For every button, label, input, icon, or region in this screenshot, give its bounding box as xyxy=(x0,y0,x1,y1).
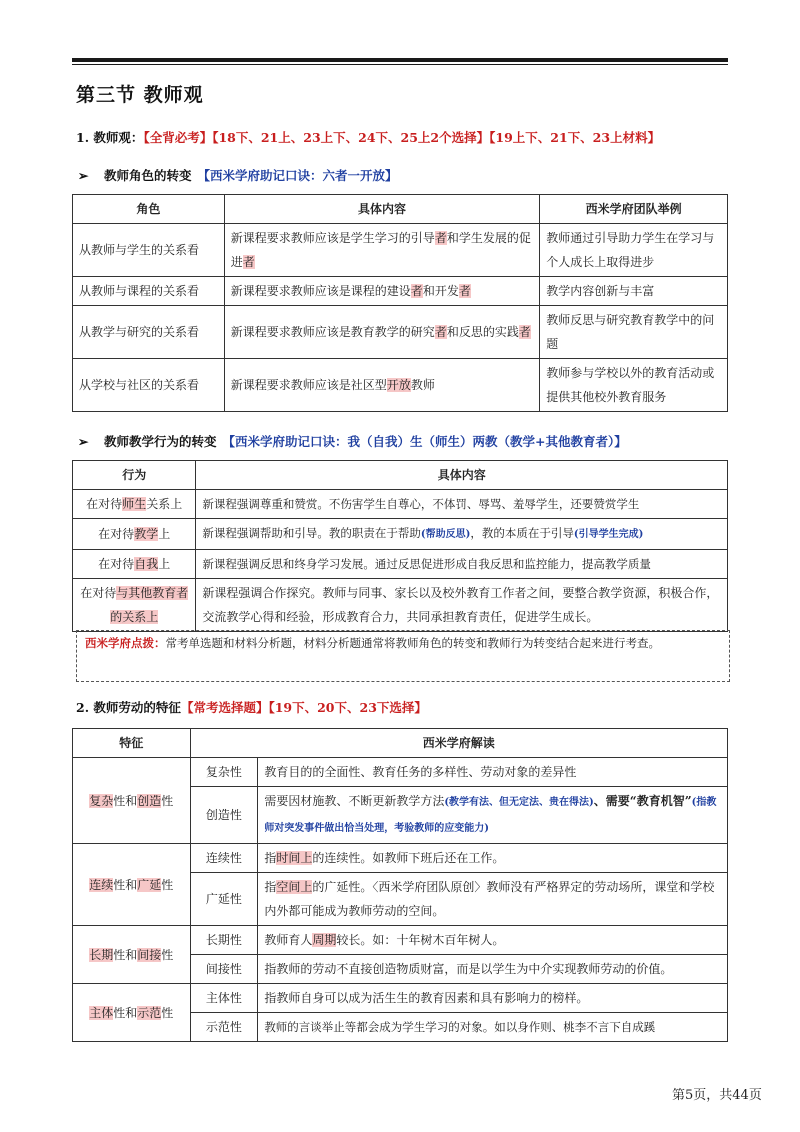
explain-cell: 指教师的劳动不直接创造物质财富，而是以学生为中介实现教师劳动的价值。 xyxy=(258,955,728,984)
role-cell: 从教学与研究的关系看 xyxy=(73,306,225,359)
role-cell: 从教师与课程的关系看 xyxy=(73,277,225,306)
role-cell: 从学校与社区的关系看 xyxy=(73,359,225,412)
behavior-change-table xyxy=(72,460,728,632)
explain-cell: 教师育人周期较长。如：十年树木百年树人。 xyxy=(258,926,728,955)
example-cell: 教师参与学校以外的教育活动或提供其他校外教育服务 xyxy=(540,359,728,412)
explain-cell: 教育目的的全面性、教育任务的多样性、劳动对象的差异性 xyxy=(258,758,728,787)
subfeature-cell: 复杂性 xyxy=(190,758,258,787)
column-header: 西米学府团队举例 xyxy=(540,195,728,224)
heading-tag: 【常考选择题】 xyxy=(180,700,269,715)
top-rule-thin xyxy=(72,64,728,65)
table-row xyxy=(73,550,728,579)
subfeature-cell: 连续性 xyxy=(190,844,258,873)
heading-title: 教师观： xyxy=(93,130,144,145)
content-cell: 新课程强调尊重和赞赏。不伤害学生自尊心，不体罚、辱骂、羞辱学生，还要赞赏学生 xyxy=(196,490,728,519)
heading-title: 教师劳动的特征 xyxy=(93,700,181,715)
heading-tag: 【19上下、21下、23上材料】 xyxy=(489,130,661,145)
table-row xyxy=(73,306,728,359)
content-cell: 新课程强调反思和终身学习发展。通过反思促进形成自我反思和监控能力，提高教学质量 xyxy=(196,550,728,579)
tip-box xyxy=(76,630,730,682)
subheading-role-change xyxy=(78,166,398,184)
table-row xyxy=(73,926,728,955)
subfeature-cell: 主体性 xyxy=(190,984,258,1013)
column-header: 行为 xyxy=(73,461,196,490)
heading-number: 1. xyxy=(76,130,90,145)
feature-cell: 连续性和广延性 xyxy=(73,844,191,926)
example-cell: 教学内容创新与丰富 xyxy=(540,277,728,306)
table-row xyxy=(73,359,728,412)
table-header-row xyxy=(73,729,728,758)
top-rule xyxy=(72,58,728,62)
column-header: 具体内容 xyxy=(224,195,539,224)
subheading-title: 教师教学行为的转变 xyxy=(104,434,217,449)
heading-teacher-labor xyxy=(76,698,427,716)
behavior-cell: 在对待师生关系上 xyxy=(73,490,196,519)
subfeature-cell: 间接性 xyxy=(190,955,258,984)
subheading-behavior-change xyxy=(78,432,627,450)
content-cell: 新课程要求教师应该是教育教学的研究者和反思的实践者 xyxy=(224,306,539,359)
heading-number: 2. xyxy=(76,700,90,715)
labor-feature-table xyxy=(72,728,728,1042)
arrow-bullet-icon: ➢ xyxy=(78,168,89,183)
heading-tag: 【19下、20下、23下选择】 xyxy=(268,700,427,715)
feature-cell: 主体性和示范性 xyxy=(73,984,191,1042)
column-header: 角色 xyxy=(73,195,225,224)
subfeature-cell: 示范性 xyxy=(190,1013,258,1042)
example-cell: 教师通过引导助力学生在学习与个人成长上取得进步 xyxy=(540,224,728,277)
page-number: 第5页，共44页 xyxy=(672,1088,762,1103)
table-row xyxy=(73,758,728,787)
table-row xyxy=(73,224,728,277)
mnemonic: 【西米学府助记口诀：六者一开放】 xyxy=(197,168,398,183)
subfeature-cell: 长期性 xyxy=(190,926,258,955)
tip-label: 西米学府点拨： xyxy=(85,636,166,650)
behavior-cell: 在对待自我上 xyxy=(73,550,196,579)
table-row xyxy=(73,277,728,306)
column-header: 西米学府解读 xyxy=(190,729,727,758)
mnemonic: 【西米学府助记口诀：我（自我）生（师生）两教（教学+其他教育者）】 xyxy=(222,434,627,449)
table-row xyxy=(73,519,728,550)
column-header: 特征 xyxy=(73,729,191,758)
behavior-cell: 在对待与其他教育者的关系上 xyxy=(73,579,196,632)
content-cell: 新课程要求教师应该是课程的建设者和开发者 xyxy=(224,277,539,306)
role-change-table xyxy=(72,194,728,412)
content-cell: 新课程强调合作探究。教师与同事、家长以及校外教育工作者之间，要整合教学资源，积极合作，交流教学心得和经验，形成教育合力，共同承担教育责任，促进学生成长。 xyxy=(196,579,728,632)
table-row xyxy=(73,579,728,632)
example-cell: 教师反思与研究教育教学中的问题 xyxy=(540,306,728,359)
subfeature-cell: 创造性 xyxy=(190,787,258,844)
section-title: 第三节 教师观 xyxy=(76,84,204,106)
tip-text: 常考单选题和材料分析题，材料分析题通常将教师角色的转变和教师行为转变结合起来进行考查。 xyxy=(165,636,660,650)
explain-cell: 教师的言谈举止等都会成为学生学习的对象。如以身作则、桃李不言下自成蹊 xyxy=(258,1013,728,1042)
arrow-bullet-icon: ➢ xyxy=(78,434,89,449)
heading-tag: 【18下、21上、23上下、24下、25上2个选择】 xyxy=(212,130,490,145)
explain-cell: 需要因材施教、不断更新教学方法(教学有法、但无定法、贵在得法)、需要“教育机智”(指教师对突发事件做出恰当处理，考验教师的应变能力) xyxy=(258,787,728,844)
table-header-row xyxy=(73,461,728,490)
explain-cell: 指时间上的连续性。如教师下班后还在工作。 xyxy=(258,844,728,873)
content-cell: 新课程要求教师应该是学生学习的引导者和学生发展的促进者 xyxy=(224,224,539,277)
subheading-title: 教师角色的转变 xyxy=(104,168,192,183)
heading-teacher-view xyxy=(76,128,660,146)
behavior-cell: 在对待教学上 xyxy=(73,519,196,550)
column-header: 具体内容 xyxy=(196,461,728,490)
table-row xyxy=(73,490,728,519)
content-cell: 新课程要求教师应该是社区型开放教师 xyxy=(224,359,539,412)
explain-cell: 指空间上的广延性。〈西米学府团队原创〉教师没有严格界定的劳动场所，课堂和学校内外都可能成为教师劳动的空间。 xyxy=(258,873,728,926)
feature-cell: 复杂性和创造性 xyxy=(73,758,191,844)
role-cell: 从教师与学生的关系看 xyxy=(73,224,225,277)
feature-cell: 长期性和间接性 xyxy=(73,926,191,984)
content-cell: 新课程强调帮助和引导。教的职责在于帮助(帮助反思)，教的本质在于引导(引导学生完成) xyxy=(196,519,728,550)
table-header-row xyxy=(73,195,728,224)
heading-tag: 【全背必考】 xyxy=(143,130,213,145)
explain-cell: 指教师自身可以成为活生生的教育因素和具有影响力的榜样。 xyxy=(258,984,728,1013)
table-row xyxy=(73,984,728,1013)
table-row xyxy=(73,844,728,873)
subfeature-cell: 广延性 xyxy=(190,873,258,926)
